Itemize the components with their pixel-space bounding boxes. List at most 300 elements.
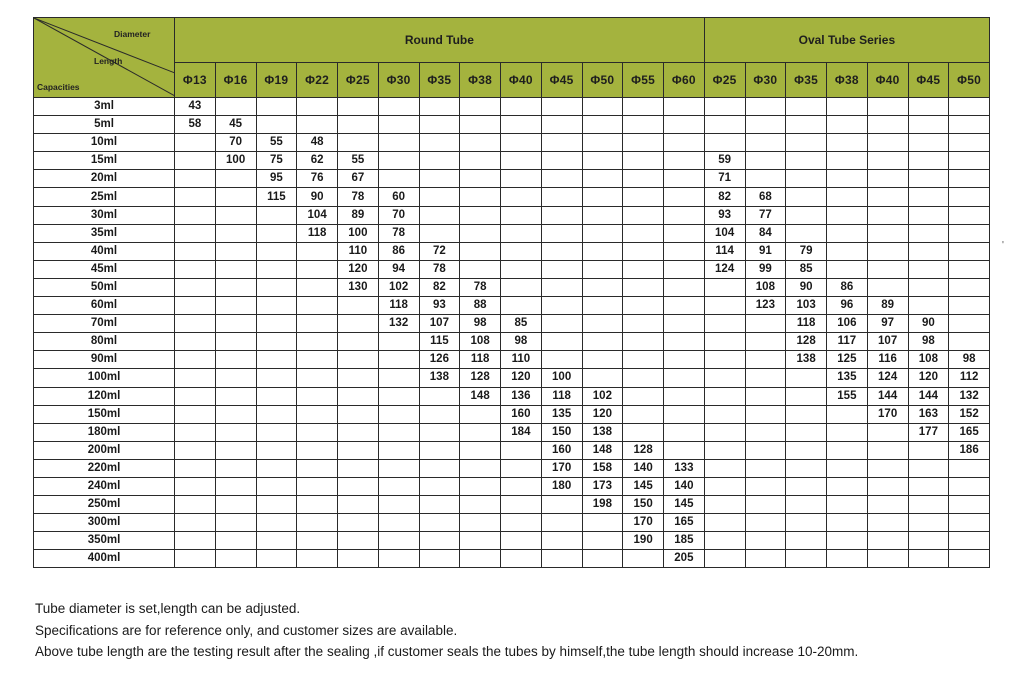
round-length-cell bbox=[175, 297, 216, 315]
round-length-cell bbox=[175, 459, 216, 477]
oval-length-cell bbox=[827, 188, 868, 206]
round-length-cell bbox=[175, 333, 216, 351]
round-length-cell: 130 bbox=[338, 278, 379, 296]
capacity-cell: 3ml bbox=[34, 98, 175, 116]
oval-length-cell bbox=[786, 188, 827, 206]
oval-length-cell bbox=[704, 369, 745, 387]
round-length-cell bbox=[378, 441, 419, 459]
round-length-cell bbox=[338, 134, 379, 152]
oval-length-cell bbox=[908, 532, 949, 550]
round-length-cell: 184 bbox=[501, 423, 542, 441]
table-row bbox=[34, 351, 990, 369]
capacity-cell: 100ml bbox=[34, 369, 175, 387]
round-length-cell: 67 bbox=[338, 170, 379, 188]
oval-diameter-header: Φ35 bbox=[786, 63, 827, 98]
round-length-cell bbox=[501, 496, 542, 514]
round-length-cell bbox=[175, 170, 216, 188]
oval-length-cell bbox=[908, 260, 949, 278]
round-length-cell bbox=[215, 405, 256, 423]
round-length-cell bbox=[297, 333, 338, 351]
round-length-cell bbox=[215, 260, 256, 278]
round-length-cell bbox=[501, 441, 542, 459]
round-length-cell: 43 bbox=[175, 98, 216, 116]
oval-length-cell bbox=[704, 351, 745, 369]
round-length-cell bbox=[460, 152, 501, 170]
round-length-cell bbox=[582, 152, 623, 170]
oval-length-cell bbox=[786, 405, 827, 423]
round-length-cell bbox=[664, 387, 705, 405]
table-row bbox=[34, 477, 990, 495]
oval-length-cell bbox=[949, 242, 990, 260]
round-length-cell: 45 bbox=[215, 116, 256, 134]
oval-length-cell bbox=[827, 242, 868, 260]
oval-length-cell: 124 bbox=[704, 260, 745, 278]
round-length-cell bbox=[664, 134, 705, 152]
round-length-cell: 70 bbox=[378, 206, 419, 224]
oval-length-cell bbox=[867, 134, 908, 152]
round-length-cell bbox=[215, 242, 256, 260]
round-length-cell bbox=[541, 242, 582, 260]
oval-length-cell bbox=[827, 423, 868, 441]
oval-length-cell bbox=[704, 514, 745, 532]
oval-length-cell: 108 bbox=[908, 351, 949, 369]
round-length-cell: 78 bbox=[378, 224, 419, 242]
round-length-cell bbox=[378, 98, 419, 116]
round-length-cell bbox=[215, 170, 256, 188]
round-length-cell bbox=[582, 170, 623, 188]
round-length-cell bbox=[297, 387, 338, 405]
oval-length-cell bbox=[949, 315, 990, 333]
oval-length-cell bbox=[827, 260, 868, 278]
round-length-cell bbox=[582, 315, 623, 333]
round-length-cell bbox=[623, 315, 664, 333]
round-length-cell bbox=[378, 333, 419, 351]
round-length-cell bbox=[664, 98, 705, 116]
oval-length-cell bbox=[867, 423, 908, 441]
round-length-cell bbox=[501, 550, 542, 568]
round-length-cell bbox=[378, 170, 419, 188]
round-length-cell bbox=[175, 405, 216, 423]
round-length-cell bbox=[297, 550, 338, 568]
round-length-cell bbox=[419, 206, 460, 224]
round-length-cell bbox=[623, 152, 664, 170]
round-length-cell bbox=[378, 423, 419, 441]
round-length-cell: 133 bbox=[664, 459, 705, 477]
oval-length-cell bbox=[949, 152, 990, 170]
tube-spec-table bbox=[33, 17, 990, 568]
round-length-cell bbox=[501, 98, 542, 116]
capacity-cell: 400ml bbox=[34, 550, 175, 568]
round-length-cell bbox=[623, 550, 664, 568]
oval-length-cell bbox=[908, 170, 949, 188]
round-length-cell bbox=[623, 333, 664, 351]
round-length-cell bbox=[297, 116, 338, 134]
round-length-cell bbox=[460, 441, 501, 459]
round-length-cell bbox=[175, 423, 216, 441]
table-row bbox=[34, 423, 990, 441]
round-length-cell: 185 bbox=[664, 532, 705, 550]
oval-length-cell: 85 bbox=[786, 260, 827, 278]
round-length-cell bbox=[582, 278, 623, 296]
round-length-cell bbox=[338, 405, 379, 423]
round-length-cell bbox=[256, 405, 297, 423]
round-length-cell bbox=[419, 387, 460, 405]
round-diameter-header: Φ38 bbox=[460, 63, 501, 98]
round-length-cell: 100 bbox=[541, 369, 582, 387]
table-row bbox=[34, 188, 990, 206]
oval-length-cell bbox=[867, 477, 908, 495]
oval-length-cell: 144 bbox=[908, 387, 949, 405]
capacity-cell: 5ml bbox=[34, 116, 175, 134]
diameter-header-row bbox=[34, 63, 990, 98]
oval-length-cell bbox=[704, 387, 745, 405]
round-length-cell bbox=[256, 315, 297, 333]
round-length-cell bbox=[378, 477, 419, 495]
round-length-cell bbox=[664, 278, 705, 296]
round-length-cell bbox=[338, 550, 379, 568]
capacity-cell: 35ml bbox=[34, 224, 175, 242]
round-length-cell: 107 bbox=[419, 315, 460, 333]
round-length-cell: 110 bbox=[501, 351, 542, 369]
round-length-cell bbox=[256, 224, 297, 242]
round-length-cell bbox=[541, 152, 582, 170]
oval-length-cell bbox=[867, 550, 908, 568]
round-length-cell: 160 bbox=[541, 441, 582, 459]
round-length-cell bbox=[623, 297, 664, 315]
oval-length-cell bbox=[949, 98, 990, 116]
round-length-cell bbox=[582, 260, 623, 278]
oval-diameter-header: Φ40 bbox=[867, 63, 908, 98]
oval-length-cell bbox=[827, 496, 868, 514]
capacity-cell: 90ml bbox=[34, 351, 175, 369]
round-length-cell bbox=[215, 98, 256, 116]
oval-length-cell bbox=[949, 550, 990, 568]
round-length-cell: 118 bbox=[297, 224, 338, 242]
round-length-cell: 90 bbox=[297, 188, 338, 206]
round-length-cell bbox=[623, 134, 664, 152]
round-length-cell bbox=[175, 260, 216, 278]
oval-diameter-header: Φ25 bbox=[704, 63, 745, 98]
round-length-cell bbox=[256, 242, 297, 260]
round-length-cell bbox=[256, 260, 297, 278]
oval-length-cell bbox=[908, 496, 949, 514]
oval-length-cell: 123 bbox=[745, 297, 786, 315]
oval-diameter-header: Φ45 bbox=[908, 63, 949, 98]
round-length-cell bbox=[297, 477, 338, 495]
round-length-cell bbox=[256, 351, 297, 369]
round-length-cell bbox=[582, 116, 623, 134]
round-length-cell bbox=[460, 514, 501, 532]
round-length-cell bbox=[175, 496, 216, 514]
table-row bbox=[34, 550, 990, 568]
oval-length-cell bbox=[786, 496, 827, 514]
oval-length-cell bbox=[786, 134, 827, 152]
oval-length-cell: 82 bbox=[704, 188, 745, 206]
oval-length-cell bbox=[867, 278, 908, 296]
table-row bbox=[34, 278, 990, 296]
oval-length-cell bbox=[867, 496, 908, 514]
round-length-cell: 75 bbox=[256, 152, 297, 170]
oval-length-cell bbox=[745, 423, 786, 441]
round-length-cell bbox=[460, 170, 501, 188]
oval-length-cell bbox=[745, 116, 786, 134]
table-row bbox=[34, 315, 990, 333]
round-length-cell: 170 bbox=[541, 459, 582, 477]
round-length-cell bbox=[175, 532, 216, 550]
oval-length-cell: 86 bbox=[827, 278, 868, 296]
round-length-cell bbox=[419, 477, 460, 495]
capacity-cell: 180ml bbox=[34, 423, 175, 441]
round-length-cell: 140 bbox=[623, 459, 664, 477]
round-length-cell: 145 bbox=[664, 496, 705, 514]
oval-length-cell: 89 bbox=[867, 297, 908, 315]
round-length-cell bbox=[256, 387, 297, 405]
oval-length-cell: 90 bbox=[908, 315, 949, 333]
round-length-cell bbox=[419, 188, 460, 206]
round-length-cell bbox=[256, 496, 297, 514]
oval-length-cell bbox=[786, 369, 827, 387]
round-length-cell bbox=[215, 532, 256, 550]
round-length-cell bbox=[501, 152, 542, 170]
round-length-cell: 120 bbox=[582, 405, 623, 423]
round-length-cell bbox=[256, 333, 297, 351]
round-length-cell bbox=[664, 405, 705, 423]
round-length-cell bbox=[175, 278, 216, 296]
round-length-cell bbox=[541, 170, 582, 188]
oval-length-cell bbox=[704, 333, 745, 351]
round-length-cell bbox=[297, 260, 338, 278]
round-length-cell bbox=[297, 459, 338, 477]
round-length-cell bbox=[338, 496, 379, 514]
round-length-cell bbox=[215, 369, 256, 387]
oval-length-cell bbox=[745, 152, 786, 170]
round-length-cell bbox=[501, 242, 542, 260]
table-row bbox=[34, 532, 990, 550]
round-length-cell bbox=[419, 423, 460, 441]
round-length-cell bbox=[256, 98, 297, 116]
oval-length-cell: 79 bbox=[786, 242, 827, 260]
table-row bbox=[34, 333, 990, 351]
table-row bbox=[34, 152, 990, 170]
round-length-cell bbox=[541, 278, 582, 296]
oval-length-cell bbox=[786, 550, 827, 568]
table-row bbox=[34, 514, 990, 532]
round-length-cell bbox=[297, 278, 338, 296]
round-length-cell bbox=[256, 532, 297, 550]
oval-length-cell bbox=[908, 152, 949, 170]
oval-length-cell: 186 bbox=[949, 441, 990, 459]
capacity-cell: 350ml bbox=[34, 532, 175, 550]
oval-length-cell bbox=[704, 496, 745, 514]
round-length-cell bbox=[582, 532, 623, 550]
round-length-cell bbox=[419, 98, 460, 116]
oval-length-cell: 118 bbox=[786, 315, 827, 333]
round-length-cell bbox=[175, 477, 216, 495]
round-length-cell bbox=[338, 315, 379, 333]
round-length-cell: 98 bbox=[460, 315, 501, 333]
round-length-cell bbox=[338, 477, 379, 495]
round-length-cell: 60 bbox=[378, 188, 419, 206]
round-length-cell bbox=[664, 369, 705, 387]
round-length-cell: 100 bbox=[215, 152, 256, 170]
table-row bbox=[34, 206, 990, 224]
round-length-cell bbox=[664, 152, 705, 170]
round-length-cell: 160 bbox=[501, 405, 542, 423]
round-length-cell bbox=[623, 387, 664, 405]
round-length-cell bbox=[501, 459, 542, 477]
round-length-cell bbox=[460, 224, 501, 242]
oval-length-cell: 77 bbox=[745, 206, 786, 224]
round-diameter-header: Φ55 bbox=[623, 63, 664, 98]
round-length-cell bbox=[297, 315, 338, 333]
corner-diameter-label: Diameter bbox=[114, 29, 151, 39]
oval-length-cell bbox=[745, 477, 786, 495]
round-length-cell bbox=[338, 333, 379, 351]
round-length-cell bbox=[175, 134, 216, 152]
oval-length-cell: 170 bbox=[867, 405, 908, 423]
oval-length-cell: 114 bbox=[704, 242, 745, 260]
oval-length-cell bbox=[827, 514, 868, 532]
oval-length-cell: 99 bbox=[745, 260, 786, 278]
round-diameter-header: Φ60 bbox=[664, 63, 705, 98]
oval-length-cell bbox=[745, 459, 786, 477]
group-header-row bbox=[34, 18, 990, 63]
oval-length-cell bbox=[704, 116, 745, 134]
round-length-cell bbox=[378, 387, 419, 405]
oval-length-cell bbox=[908, 477, 949, 495]
oval-length-cell: 96 bbox=[827, 297, 868, 315]
oval-length-cell bbox=[786, 441, 827, 459]
table-row bbox=[34, 387, 990, 405]
round-length-cell bbox=[256, 369, 297, 387]
round-length-cell bbox=[460, 206, 501, 224]
oval-diameter-header: Φ30 bbox=[745, 63, 786, 98]
round-diameter-header: Φ13 bbox=[175, 63, 216, 98]
oval-length-cell bbox=[908, 514, 949, 532]
round-length-cell bbox=[215, 206, 256, 224]
spec-table-body bbox=[34, 98, 990, 568]
round-length-cell bbox=[297, 532, 338, 550]
oval-length-cell bbox=[745, 98, 786, 116]
round-length-cell bbox=[338, 532, 379, 550]
oval-length-cell bbox=[786, 152, 827, 170]
oval-length-cell: 112 bbox=[949, 369, 990, 387]
oval-length-cell bbox=[745, 351, 786, 369]
oval-length-cell: 84 bbox=[745, 224, 786, 242]
round-length-cell: 190 bbox=[623, 532, 664, 550]
round-length-cell bbox=[256, 514, 297, 532]
table-row bbox=[34, 496, 990, 514]
round-length-cell bbox=[664, 116, 705, 134]
round-length-cell: 148 bbox=[582, 441, 623, 459]
oval-tube-title: Oval Tube Series bbox=[704, 18, 989, 63]
oval-length-cell bbox=[745, 134, 786, 152]
oval-length-cell bbox=[786, 116, 827, 134]
oval-length-cell bbox=[827, 206, 868, 224]
round-length-cell bbox=[460, 550, 501, 568]
oval-length-cell bbox=[867, 170, 908, 188]
oval-length-cell bbox=[745, 405, 786, 423]
round-length-cell bbox=[460, 405, 501, 423]
round-length-cell bbox=[256, 459, 297, 477]
round-length-cell bbox=[460, 98, 501, 116]
round-length-cell bbox=[175, 152, 216, 170]
round-length-cell: 102 bbox=[378, 278, 419, 296]
note-line: Specifications are for reference only, and customer sizes are available. bbox=[35, 622, 458, 638]
round-length-cell bbox=[501, 134, 542, 152]
round-length-cell bbox=[623, 260, 664, 278]
round-diameter-header: Φ45 bbox=[541, 63, 582, 98]
round-length-cell: 115 bbox=[256, 188, 297, 206]
round-length-cell bbox=[297, 242, 338, 260]
round-length-cell bbox=[215, 333, 256, 351]
oval-length-cell: 116 bbox=[867, 351, 908, 369]
round-length-cell: 100 bbox=[338, 224, 379, 242]
oval-length-cell bbox=[704, 550, 745, 568]
round-length-cell bbox=[460, 134, 501, 152]
round-length-cell bbox=[215, 441, 256, 459]
round-length-cell: 198 bbox=[582, 496, 623, 514]
oval-length-cell bbox=[827, 459, 868, 477]
oval-length-cell bbox=[949, 116, 990, 134]
capacity-cell: 20ml bbox=[34, 170, 175, 188]
round-length-cell: 118 bbox=[460, 351, 501, 369]
round-length-cell bbox=[623, 188, 664, 206]
oval-diameter-header: Φ50 bbox=[949, 63, 990, 98]
round-length-cell bbox=[623, 224, 664, 242]
round-length-cell: 115 bbox=[419, 333, 460, 351]
round-length-cell bbox=[664, 351, 705, 369]
capacity-cell: 45ml bbox=[34, 260, 175, 278]
round-length-cell bbox=[256, 206, 297, 224]
round-length-cell bbox=[215, 550, 256, 568]
oval-length-cell bbox=[827, 477, 868, 495]
oval-length-cell bbox=[908, 188, 949, 206]
round-length-cell bbox=[582, 297, 623, 315]
round-length-cell: 102 bbox=[582, 387, 623, 405]
note-line: Above tube length are the testing result after the sealing ,if customer seals the tubes by himself,the tube length should increase 10-20mm. bbox=[35, 644, 859, 659]
round-length-cell bbox=[501, 278, 542, 296]
round-length-cell bbox=[460, 116, 501, 134]
round-length-cell bbox=[664, 242, 705, 260]
oval-length-cell bbox=[827, 134, 868, 152]
oval-length-cell: 98 bbox=[949, 351, 990, 369]
oval-length-cell: 144 bbox=[867, 387, 908, 405]
round-length-cell bbox=[460, 477, 501, 495]
oval-length-cell bbox=[949, 170, 990, 188]
round-length-cell bbox=[419, 459, 460, 477]
capacity-cell: 70ml bbox=[34, 315, 175, 333]
round-diameter-header: Φ30 bbox=[378, 63, 419, 98]
oval-length-cell: 108 bbox=[745, 278, 786, 296]
round-length-cell bbox=[501, 224, 542, 242]
round-length-cell: 158 bbox=[582, 459, 623, 477]
oval-length-cell bbox=[867, 206, 908, 224]
round-length-cell bbox=[175, 351, 216, 369]
round-length-cell bbox=[623, 369, 664, 387]
round-length-cell bbox=[623, 351, 664, 369]
round-length-cell bbox=[419, 152, 460, 170]
oval-length-cell: 104 bbox=[704, 224, 745, 242]
capacity-cell: 150ml bbox=[34, 405, 175, 423]
oval-length-cell: 125 bbox=[827, 351, 868, 369]
oval-length-cell bbox=[867, 532, 908, 550]
round-length-cell bbox=[378, 116, 419, 134]
round-length-cell: 48 bbox=[297, 134, 338, 152]
oval-length-cell bbox=[949, 134, 990, 152]
round-length-cell: 170 bbox=[623, 514, 664, 532]
round-diameter-header: Φ22 bbox=[297, 63, 338, 98]
